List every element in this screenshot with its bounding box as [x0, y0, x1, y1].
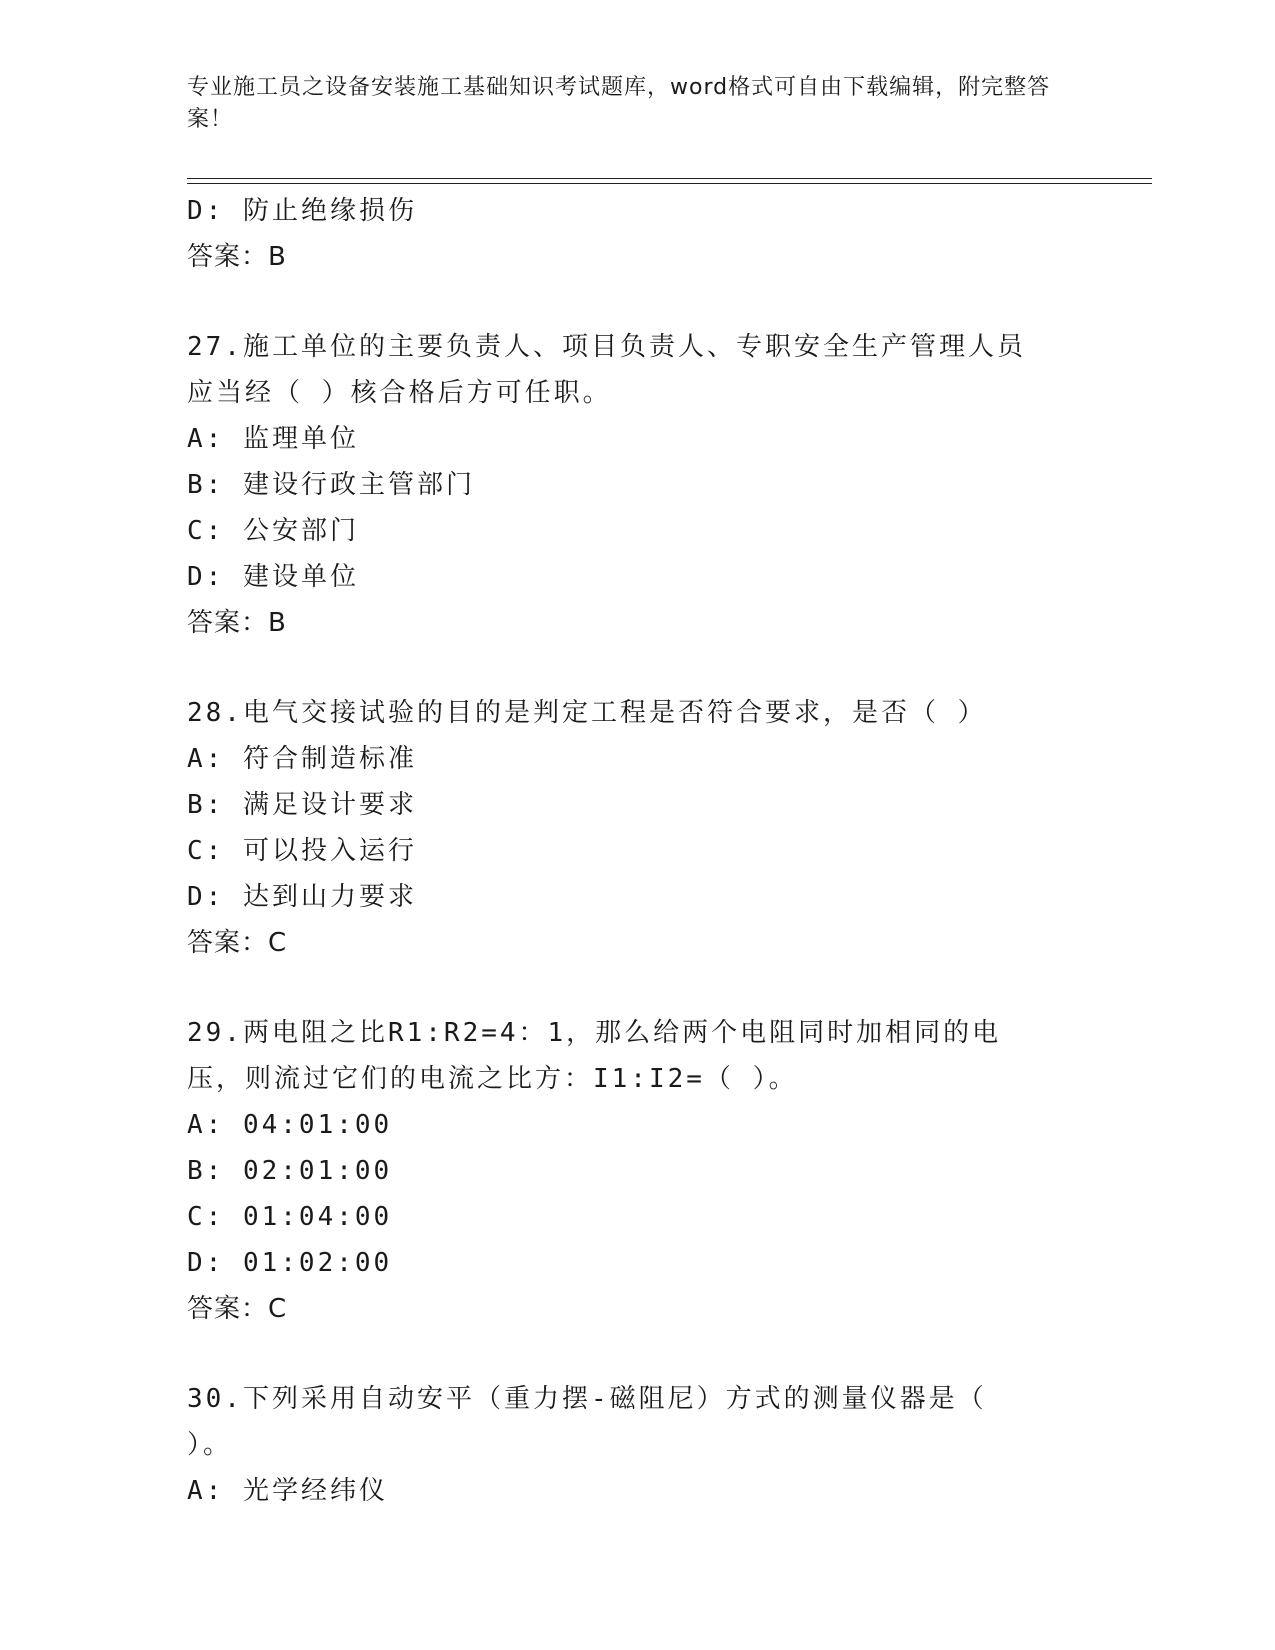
option-b: B: 02:01:00	[187, 1156, 393, 1186]
question-stem: 30.下列采用自动安平（重力摆-磁阻尼）方式的测量仪器是（ ）。	[187, 1384, 987, 1460]
option-c: C: 公安部门	[187, 516, 359, 546]
option-d: D: 建设单位	[187, 562, 359, 592]
header-divider-top	[187, 178, 1152, 179]
option-a: A: 光学经纬仪	[187, 1476, 388, 1506]
option-b: B: 建设行政主管部门	[187, 470, 475, 500]
option-b: B: 满足设计要求	[187, 790, 417, 820]
option-d: D: 防止绝缘损伤	[187, 196, 417, 226]
question-stem: 28.电气交接试验的目的是判定工程是否符合要求，是否（ ）	[187, 698, 987, 728]
option-a: A: 监理单位	[187, 424, 359, 454]
option-c: C: 01:04:00	[187, 1202, 393, 1232]
question-block	[187, 1010, 1087, 1332]
question-block	[187, 1376, 1087, 1514]
header-divider-bottom	[187, 183, 1152, 184]
option-c: C: 可以投入运行	[187, 836, 417, 866]
answer-line: 答案：B	[187, 608, 287, 638]
option-a: A: 04:01:00	[187, 1110, 393, 1140]
answer-line: 答案：C	[187, 1294, 288, 1324]
option-d: D: 01:02:00	[187, 1248, 393, 1278]
question-block	[187, 690, 1087, 966]
question-stem: 27.施工单位的主要负责人、项目负责人、专职安全生产管理人员应当经（ ）核合格后方可任职。	[187, 332, 1026, 408]
answer-line: 答案：B	[187, 242, 287, 272]
question-stem: 29.两电阻之比R1:R2=4：1，那么给两个电阻同时加相同的电压，则流过它们的电流之比方：I1:I2=（ ）。	[187, 1018, 1002, 1094]
option-a: A: 符合制造标准	[187, 744, 417, 774]
answer-line: 答案：C	[187, 928, 288, 958]
question-list	[187, 188, 1087, 1514]
option-d: D: 达到山力要求	[187, 882, 417, 912]
question-block	[187, 324, 1087, 646]
document-header: 专业施工员之设备安装施工基础知识考试题库，word格式可自由下载编辑，附完整答案！	[187, 75, 1051, 132]
